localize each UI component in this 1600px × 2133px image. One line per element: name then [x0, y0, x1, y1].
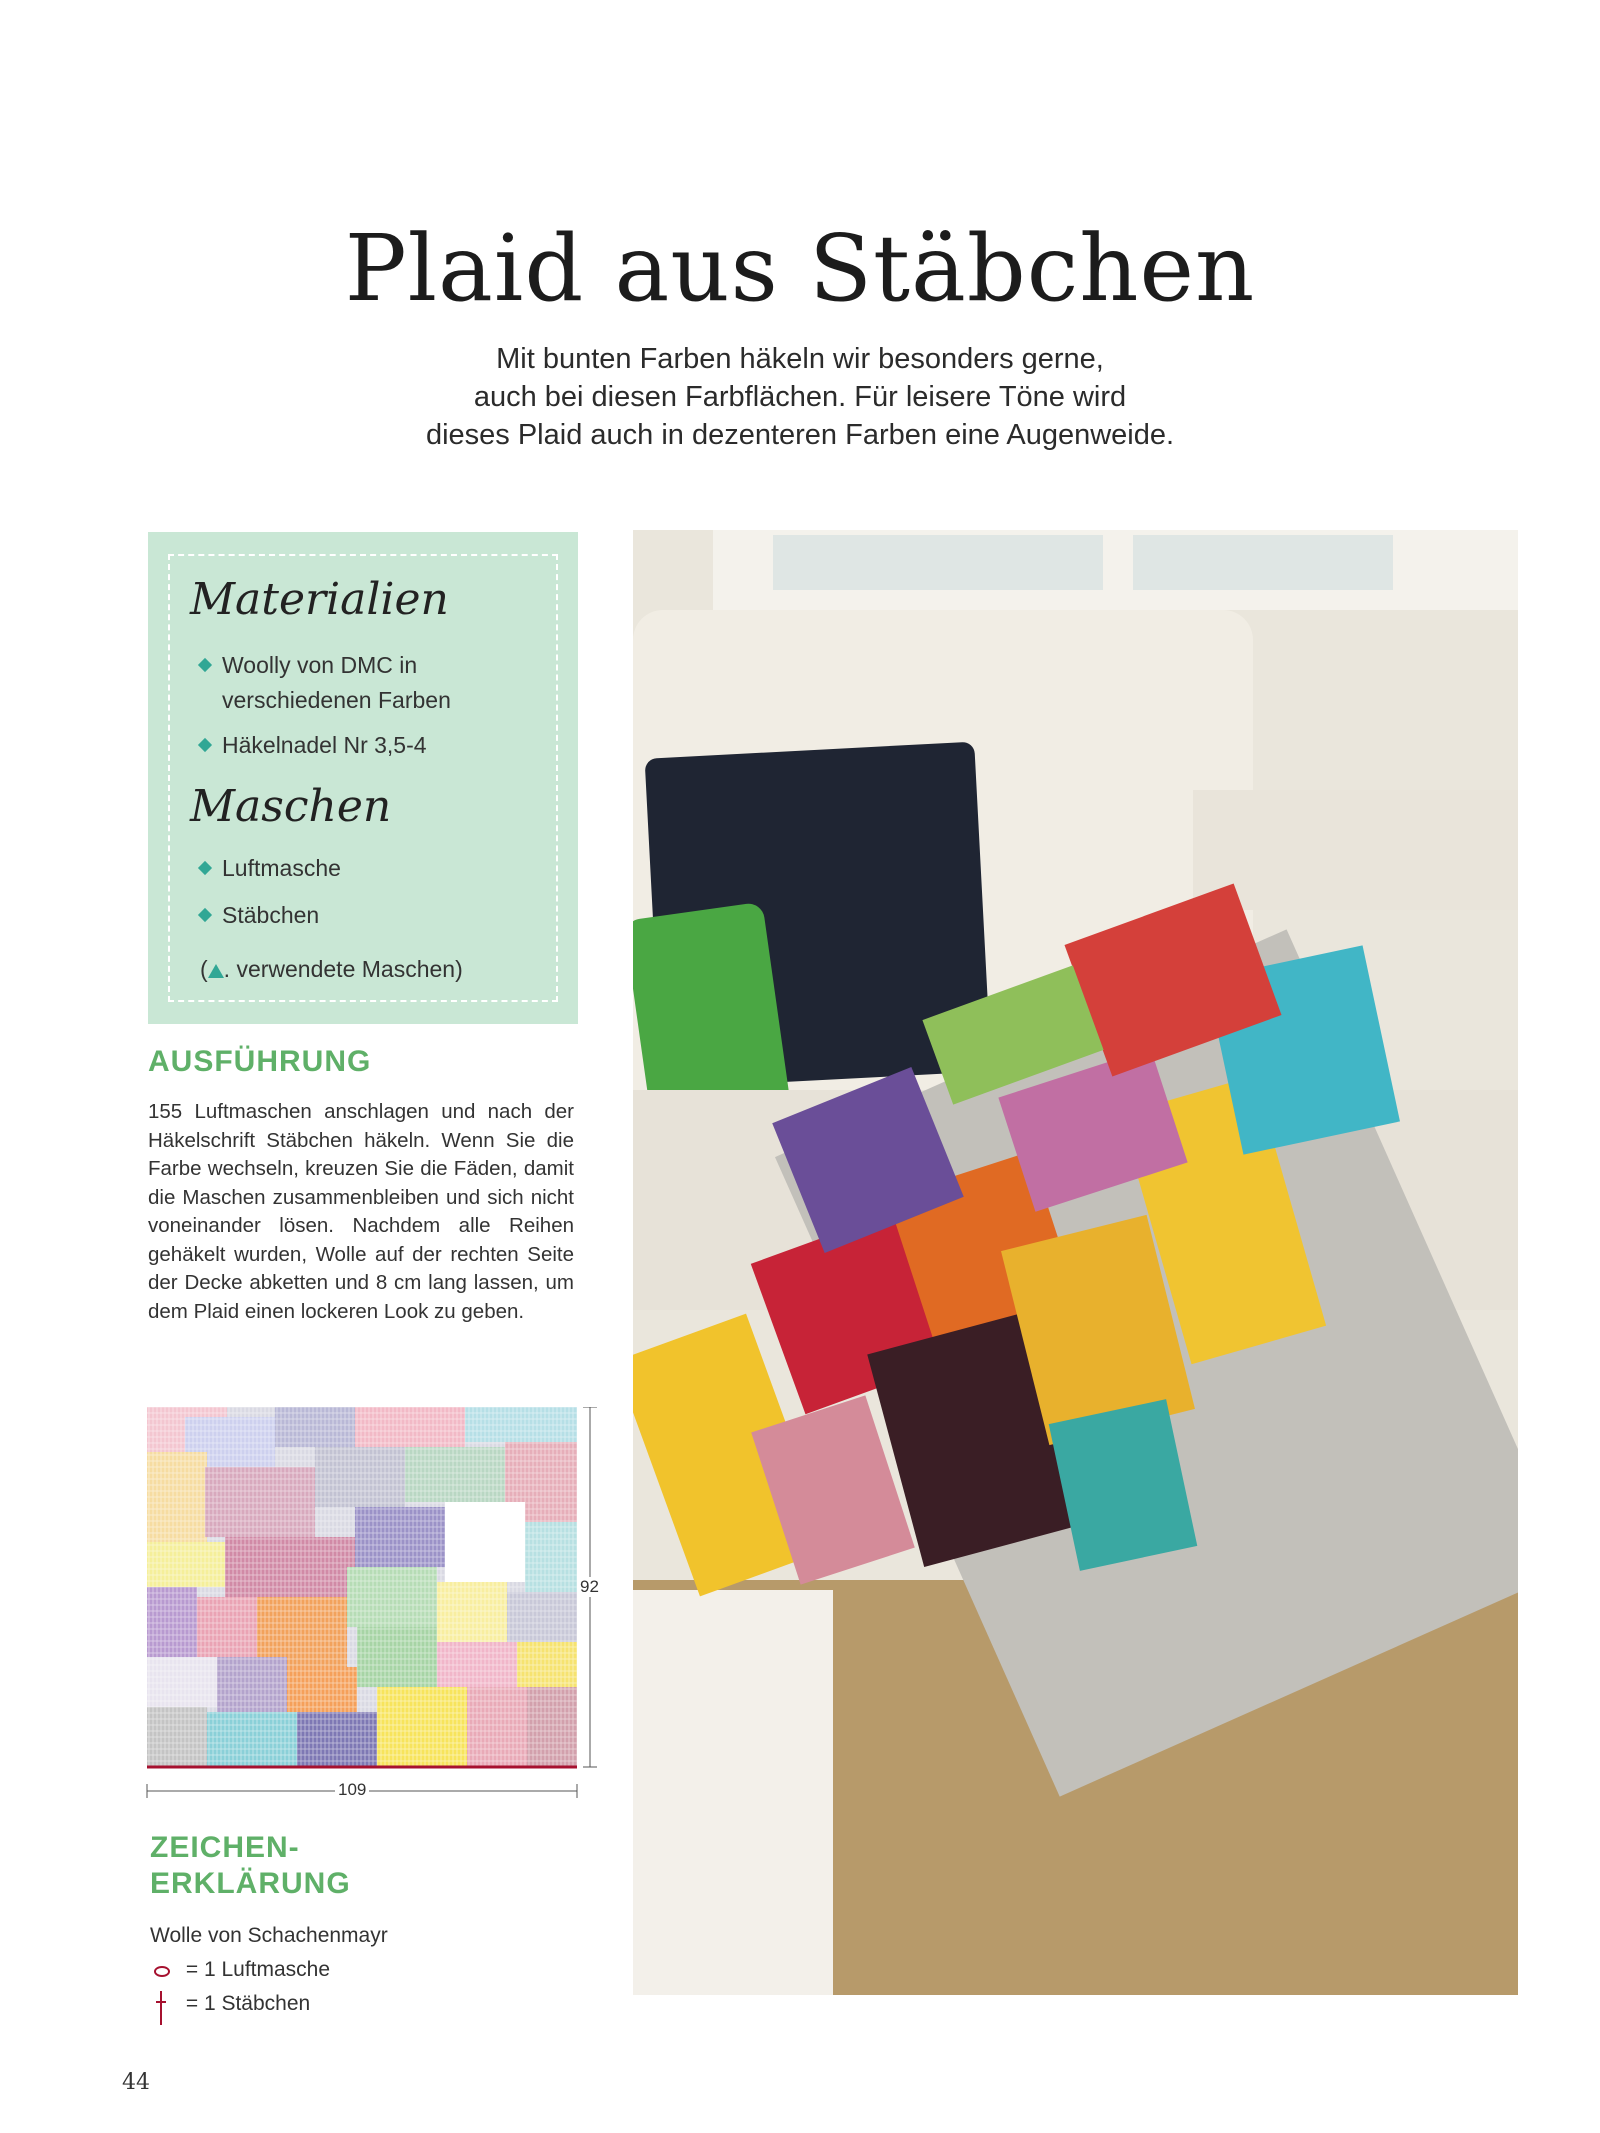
legend-row: = 1 Stäbchen	[150, 1992, 310, 2016]
legend-heading-line: ZEICHEN-	[150, 1831, 300, 1864]
materials-dashed-frame	[168, 554, 558, 1002]
list-item: Häkelnadel Nr 3,5-4	[200, 728, 451, 763]
stitches-list	[200, 851, 341, 933]
subtitle	[300, 340, 1300, 454]
chart-width-label: 109	[335, 1780, 369, 1800]
legend-intro: Wolle von Schachenmayr	[150, 1924, 388, 1947]
materials-heading: Materialien	[190, 574, 449, 625]
blanket-photo	[633, 530, 1518, 1995]
list-item: Stäbchen	[200, 898, 341, 933]
stitch-icon	[150, 1993, 180, 2015]
subtitle-line: auch bei diesen Farbflächen. Für leisere Töne wird	[473, 381, 1127, 413]
chart-height-label: 92	[577, 1577, 602, 1597]
diamond-bullet-icon	[198, 658, 212, 672]
list-item: verschiedenen Farben	[222, 687, 451, 713]
instructions-text: 155 Luftmaschen anschlagen und nach der Häkelschrift Stäbchen häkeln. Wenn Sie die Farbe wechseln, kreuzen Sie die Fäden, damit die Maschen zusammenbleiben und sich nicht voneinander lösen. Nachdem alle Reihen gehäkelt wurden, Wolle auf der rechten Seite der Decke abketten und 8 cm lang lassen, um dem Plaid einen lockeren Look zu geben.	[148, 1100, 574, 1323]
diamond-bullet-icon	[198, 861, 212, 875]
instructions-heading: AUSFÜHRUNG	[148, 1045, 372, 1078]
legend-row: = 1 Luftmasche	[150, 1958, 330, 1982]
page-title: Plaid aus Stäbchen	[344, 215, 1256, 322]
subtitle-line: dieses Plaid auch in dezenteren Farben eine Augenweide.	[425, 419, 1175, 451]
blanket-photo-image	[633, 530, 1518, 1995]
legend-heading-line: ERKLÄRUNG	[150, 1867, 351, 1900]
list-item: Luftmasche	[200, 851, 341, 886]
list-item: Woolly von DMC in	[200, 648, 451, 683]
subtitle-line: Mit bunten Farben häkeln wir besonders gerne,	[496, 343, 1104, 375]
diamond-bullet-icon	[198, 908, 212, 922]
crochet-chart-graphic	[145, 1407, 605, 1802]
diamond-bullet-icon	[198, 738, 212, 752]
legend-heading	[150, 1830, 351, 1902]
triangle-icon	[208, 964, 224, 978]
materials-box	[148, 532, 578, 1024]
crochet-chart	[145, 1407, 599, 1802]
stitches-heading: Maschen	[190, 781, 392, 832]
stitches-note: ( . verwendete Maschen)	[200, 956, 463, 982]
page-number: 44	[122, 2070, 150, 2095]
materials-list	[200, 648, 451, 763]
oval-chain-icon	[150, 1959, 180, 1981]
